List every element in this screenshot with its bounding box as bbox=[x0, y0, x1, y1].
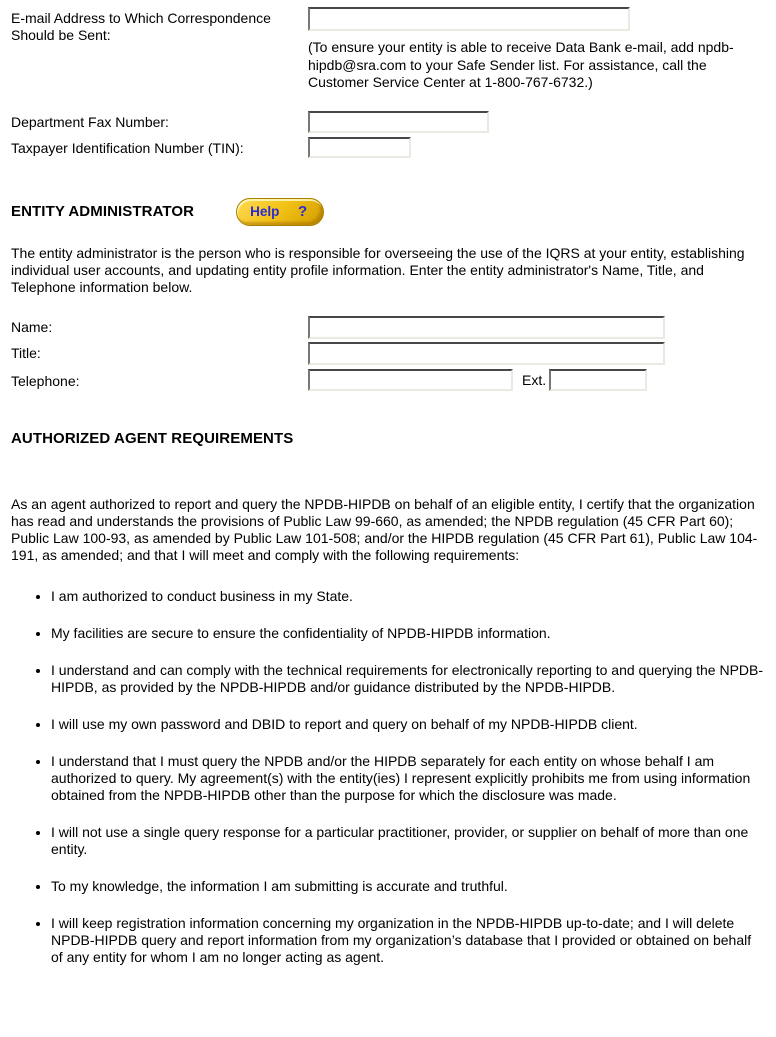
name-input[interactable] bbox=[308, 316, 665, 339]
help-button-label: Help bbox=[250, 204, 280, 219]
requirement-item: • I am authorized to conduct business in my State. bbox=[51, 588, 765, 605]
entity-administrator-heading: ENTITY ADMINISTRATOR bbox=[11, 203, 195, 220]
email-input[interactable] bbox=[308, 7, 630, 31]
telephone-row bbox=[11, 369, 765, 391]
authorized-agent-heading: AUTHORIZED AGENT REQUIREMENTS bbox=[11, 429, 294, 447]
entity-administrator-description: The entity administrator is the person who is responsible for overseeing the use of the IQRS at your entity, establishing individual user accounts, and updating entity profile information. Enter the entity administrator's Name, Title, and Telephone information below. bbox=[11, 244, 745, 295]
tin-row bbox=[11, 137, 765, 158]
requirement-item: • My facilities are secure to ensure the confidentiality of NPDB-HIPDB information. bbox=[51, 625, 765, 642]
requirement-item: • I will use my own password and DBID to report and query on behalf of my NPDB-HIPDB client. bbox=[51, 716, 765, 733]
ext-input[interactable] bbox=[549, 369, 647, 391]
name-row bbox=[11, 316, 765, 339]
fax-row bbox=[11, 111, 765, 133]
title-row bbox=[11, 342, 765, 365]
email-label: E-mail Address to Which Correspondence Should be Sent: bbox=[11, 10, 271, 43]
ext-label: Ext. bbox=[522, 372, 547, 388]
tin-input[interactable] bbox=[308, 137, 411, 158]
help-button[interactable] bbox=[236, 198, 324, 226]
fax-label: Department Fax Number: bbox=[11, 113, 169, 130]
agent-requirements-list bbox=[11, 588, 765, 966]
requirement-item: • I understand that I must query the NPDB and/or the HIPDB separately for each entity on whose behalf I am authorized to query. My agreement(s) with the entity(ies) I represent explicitly prohibits me from using information obtained from the NPDB-HIPDB other than the purpose for which the disclosure was made. bbox=[51, 753, 765, 804]
question-mark-icon: ? bbox=[297, 203, 308, 220]
requirement-item: • To my knowledge, the information I am submitting is accurate and truthful. bbox=[51, 878, 765, 895]
telephone-label: Telephone: bbox=[11, 372, 80, 389]
requirement-item: • I understand and can comply with the technical requirements for electronically reporting to and querying the NPDB-HIPDB, as provided by the NPDB-HIPDB and/or guidance distributed by the NPDB-HIPDB. bbox=[51, 662, 765, 696]
tin-label: Taxpayer Identification Number (TIN): bbox=[11, 139, 244, 156]
name-label: Name: bbox=[11, 318, 53, 335]
title-label: Title: bbox=[11, 344, 41, 361]
email-note: (To ensure your entity is able to receive Data Bank e-mail, add npdb-hipdb@sra.com to your Safe Sender list. For assistance, call the Customer Service Center at 1-800-767-6732.) bbox=[308, 39, 734, 90]
requirement-item: • I will not use a single query response for a particular practitioner, provider, or supplier on behalf of more than one entity. bbox=[51, 824, 765, 858]
fax-input[interactable] bbox=[308, 111, 489, 133]
agent-certification-paragraph: As an agent authorized to report and query the NPDB-HIPDB on behalf of an eligible entity, I certify that the organization has read and understands the provisions of Public Law 99-660, as amended; the NPDB regulation (45 CFR Part 60); Public Law 100-93, as amended by Public Law 101-508; and/or the HIPDB regulation (45 CFR Part 61), Public Law 104-191, as amended; and that I will meet and comply with the following requirements: bbox=[11, 495, 758, 563]
email-row bbox=[11, 7, 765, 92]
title-input[interactable] bbox=[308, 342, 665, 365]
telephone-input[interactable] bbox=[308, 369, 513, 391]
entity-administrator-heading-row bbox=[11, 198, 765, 226]
requirement-item: • I will keep registration information concerning my organization in the NPDB-HIPDB up-to-date; and I will delete NPDB-HIPDB query and report information from my organization’s database that I provided or obtained on behalf of any entity for whom I am no longer acting as agent. bbox=[51, 915, 765, 966]
